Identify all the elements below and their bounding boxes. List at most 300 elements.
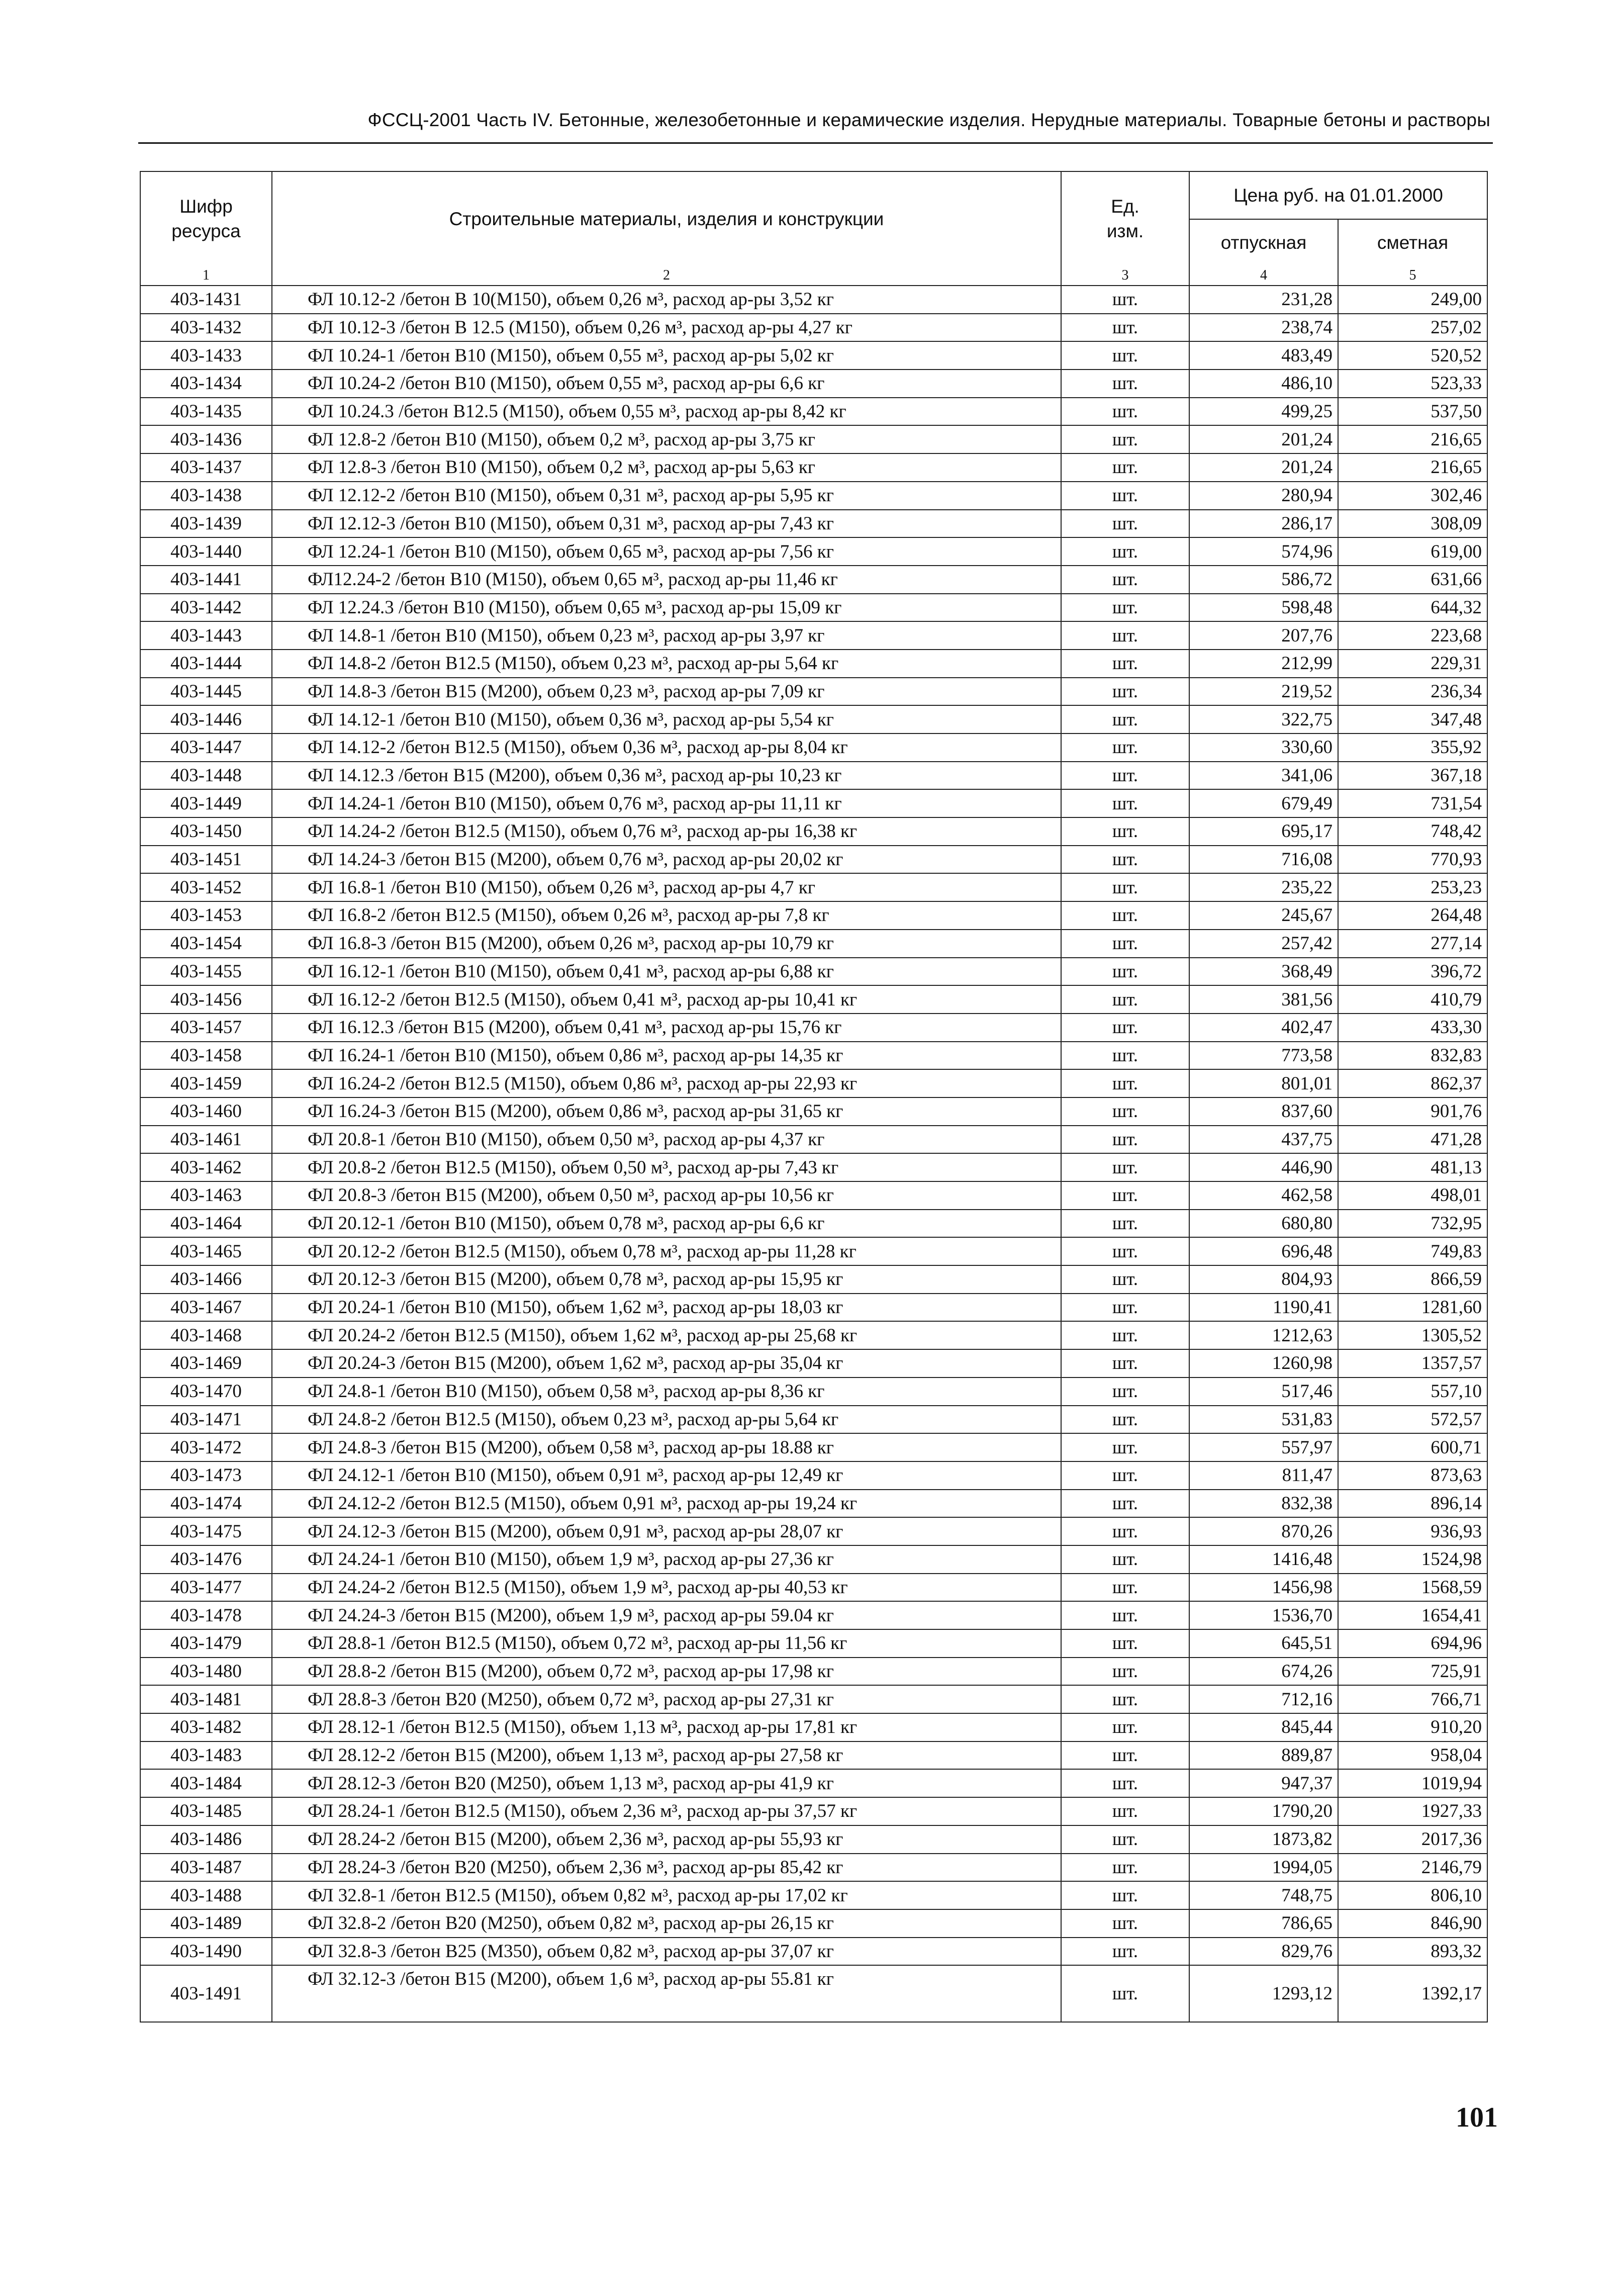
estimate-price-cell: 600,71: [1338, 1433, 1487, 1461]
table-row: [140, 789, 1487, 817]
resource-code-cell: 403-1447: [140, 733, 272, 762]
wholesale-price-cell: 257,42: [1189, 930, 1338, 958]
material-name-cell: ФЛ 20.8-3 /бетон В15 (М200), объем 0,50 м³, расход ар-ры 10,56 кг: [272, 1181, 1061, 1210]
material-name-cell: ФЛ 28.8-3 /бетон В20 (М250), объем 0,72 м³, расход ар-ры 27,31 кг: [272, 1685, 1061, 1713]
table-row: [140, 1517, 1487, 1545]
estimate-price-cell: 216,65: [1338, 453, 1487, 482]
resource-code-cell: 403-1433: [140, 341, 272, 370]
unit-cell: шт.: [1061, 650, 1189, 678]
unit-cell: шт.: [1061, 621, 1189, 650]
resource-code-cell: 403-1453: [140, 901, 272, 930]
unit-cell: шт.: [1061, 1433, 1189, 1461]
material-name-cell: ФЛ 14.12-2 /бетон В12.5 (М150), объем 0,36 м³, расход ар-ры 8,04 кг: [272, 733, 1061, 762]
resource-code-cell: 403-1445: [140, 678, 272, 706]
column-number: 3: [1061, 266, 1189, 286]
wholesale-price-cell: 786,65: [1189, 1909, 1338, 1938]
resource-code-cell: 403-1480: [140, 1658, 272, 1686]
estimate-price-cell: 557,10: [1338, 1377, 1487, 1406]
wholesale-price-cell: 829,76: [1189, 1938, 1338, 1966]
resource-code-cell: 403-1444: [140, 650, 272, 678]
estimate-price-cell: 749,83: [1338, 1237, 1487, 1265]
estimate-price-cell: 216,65: [1338, 425, 1487, 453]
resource-code-cell: 403-1460: [140, 1097, 272, 1126]
table-row: [140, 1825, 1487, 1854]
col-header-estimate: сметная: [1338, 219, 1487, 266]
resource-code-cell: 403-1440: [140, 537, 272, 566]
material-name-cell: ФЛ 14.24-3 /бетон В15 (М200), объем 0,76 м³, расход ар-ры 20,02 кг: [272, 846, 1061, 874]
col-header-unit: Ед. изм.: [1061, 171, 1189, 266]
resource-code-cell: 403-1448: [140, 762, 272, 790]
material-name-cell: ФЛ 14.8-2 /бетон В12.5 (М150), объем 0,23 м³, расход ар-ры 5,64 кг: [272, 650, 1061, 678]
resource-code-cell: 403-1479: [140, 1629, 272, 1658]
wholesale-price-cell: 832,38: [1189, 1490, 1338, 1518]
wholesale-price-cell: 231,28: [1189, 286, 1338, 314]
estimate-price-cell: 1927,33: [1338, 1797, 1487, 1825]
unit-cell: шт.: [1061, 1658, 1189, 1686]
wholesale-price-cell: 696,48: [1189, 1237, 1338, 1265]
unit-cell: шт.: [1061, 985, 1189, 1014]
material-name-cell: ФЛ 10.12-3 /бетон В 12.5 (М150), объем 0,26 м³, расход ар-ры 4,27 кг: [272, 314, 1061, 342]
wholesale-price-cell: 368,49: [1189, 958, 1338, 986]
unit-cell: шт.: [1061, 873, 1189, 901]
estimate-price-cell: 1357,57: [1338, 1349, 1487, 1377]
unit-cell: шт.: [1061, 1601, 1189, 1629]
wholesale-price-cell: 286,17: [1189, 510, 1338, 538]
unit-cell: шт.: [1061, 1237, 1189, 1265]
unit-cell: шт.: [1061, 510, 1189, 538]
wholesale-price-cell: 773,58: [1189, 1042, 1338, 1070]
wholesale-price-cell: 598,48: [1189, 594, 1338, 622]
estimate-price-cell: 1281,60: [1338, 1294, 1487, 1322]
resource-code-cell: 403-1477: [140, 1574, 272, 1602]
material-name-cell: ФЛ 12.12-3 /бетон В10 (М150), объем 0,31 м³, расход ар-ры 7,43 кг: [272, 510, 1061, 538]
estimate-price-cell: 619,00: [1338, 537, 1487, 566]
table-row: [140, 1909, 1487, 1938]
estimate-price-cell: 766,71: [1338, 1685, 1487, 1713]
estimate-price-cell: 257,02: [1338, 314, 1487, 342]
estimate-price-cell: 347,48: [1338, 705, 1487, 733]
estimate-price-cell: 277,14: [1338, 930, 1487, 958]
wholesale-price-cell: 201,24: [1189, 425, 1338, 453]
material-name-cell: ФЛ 20.12-3 /бетон В15 (М200), объем 0,78 м³, расход ар-ры 15,95 кг: [272, 1265, 1061, 1294]
resource-code-cell: 403-1434: [140, 370, 272, 398]
unit-cell: шт.: [1061, 1097, 1189, 1126]
table-row: [140, 1377, 1487, 1406]
wholesale-price-cell: 531,83: [1189, 1406, 1338, 1434]
wholesale-price-cell: 1790,20: [1189, 1797, 1338, 1825]
estimate-price-cell: 958,04: [1338, 1741, 1487, 1770]
estimate-price-cell: 481,13: [1338, 1153, 1487, 1181]
wholesale-price-cell: 674,26: [1189, 1658, 1338, 1686]
table-row: [140, 1629, 1487, 1658]
unit-cell: шт.: [1061, 370, 1189, 398]
wholesale-price-cell: 801,01: [1189, 1069, 1338, 1097]
table-row: [140, 958, 1487, 986]
table-row: [140, 650, 1487, 678]
wholesale-price-cell: 1456,98: [1189, 1574, 1338, 1602]
table-row: [140, 1797, 1487, 1825]
estimate-price-cell: 355,92: [1338, 733, 1487, 762]
estimate-price-cell: 1019,94: [1338, 1769, 1487, 1797]
wholesale-price-cell: 557,97: [1189, 1433, 1338, 1461]
wholesale-price-cell: 845,44: [1189, 1713, 1338, 1741]
unit-cell: шт.: [1061, 1265, 1189, 1294]
wholesale-price-cell: 804,93: [1189, 1265, 1338, 1294]
resource-code-cell: 403-1474: [140, 1490, 272, 1518]
resource-code-cell: 403-1455: [140, 958, 272, 986]
unit-cell: шт.: [1061, 1797, 1189, 1825]
wholesale-price-cell: 1212,63: [1189, 1321, 1338, 1349]
resource-code-cell: 403-1446: [140, 705, 272, 733]
unit-cell: шт.: [1061, 1490, 1189, 1518]
unit-cell: шт.: [1061, 1517, 1189, 1545]
material-name-cell: ФЛ 28.12-1 /бетон В12.5 (М150), объем 1,13 м³, расход ар-ры 17,81 кг: [272, 1713, 1061, 1741]
material-name-cell: ФЛ 14.8-1 /бетон В10 (М150), объем 0,23 м³, расход ар-ры 3,97 кг: [272, 621, 1061, 650]
unit-cell: шт.: [1061, 1406, 1189, 1434]
table-row: [140, 1658, 1487, 1686]
resource-code-cell: 403-1490: [140, 1938, 272, 1966]
estimate-price-cell: 2146,79: [1338, 1854, 1487, 1882]
column-number: 1: [140, 266, 272, 286]
material-name-cell: ФЛ 28.12-3 /бетон В20 (М250), объем 1,13 м³, расход ар-ры 41,9 кг: [272, 1769, 1061, 1797]
estimate-price-cell: 523,33: [1338, 370, 1487, 398]
material-name-cell: ФЛ 12.24.3 /бетон В10 (М150), объем 0,65 м³, расход ар-ры 15,09 кг: [272, 594, 1061, 622]
resource-code-cell: 403-1464: [140, 1210, 272, 1238]
unit-cell: шт.: [1061, 594, 1189, 622]
unit-cell: шт.: [1061, 733, 1189, 762]
wholesale-price-cell: 586,72: [1189, 566, 1338, 594]
estimate-price-cell: 223,68: [1338, 621, 1487, 650]
unit-cell: шт.: [1061, 1069, 1189, 1097]
resource-code-cell: 403-1449: [140, 789, 272, 817]
material-name-cell: ФЛ 14.24-2 /бетон В12.5 (М150), объем 0,76 м³, расход ар-ры 16,38 кг: [272, 817, 1061, 846]
material-name-cell: ФЛ12.24-2 /бетон В10 (М150), объем 0,65 м³, расход ар-ры 11,46 кг: [272, 566, 1061, 594]
unit-cell: шт.: [1061, 398, 1189, 426]
unit-cell: шт.: [1061, 958, 1189, 986]
column-number: 2: [272, 266, 1061, 286]
material-name-cell: ФЛ 28.8-1 /бетон В12.5 (М150), объем 0,72 м³, расход ар-ры 11,56 кг: [272, 1629, 1061, 1658]
unit-cell: шт.: [1061, 1713, 1189, 1741]
resource-code-cell: 403-1467: [140, 1294, 272, 1322]
table-row: [140, 1938, 1487, 1966]
material-name-cell: ФЛ 24.8-1 /бетон В10 (М150), объем 0,58 м³, расход ар-ры 8,36 кг: [272, 1377, 1061, 1406]
unit-cell: шт.: [1061, 1629, 1189, 1658]
table-row: [140, 1545, 1487, 1574]
table-row: [140, 621, 1487, 650]
resource-code-cell: 403-1476: [140, 1545, 272, 1574]
resource-code-cell: 403-1469: [140, 1349, 272, 1377]
material-name-cell: ФЛ 12.8-2 /бетон В10 (М150), объем 0,2 м³, расход ар-ры 3,75 кг: [272, 425, 1061, 453]
wholesale-price-cell: 322,75: [1189, 705, 1338, 733]
resource-code-cell: 403-1466: [140, 1265, 272, 1294]
material-name-cell: ФЛ 14.8-3 /бетон В15 (М200), объем 0,23 м³, расход ар-ры 7,09 кг: [272, 678, 1061, 706]
unit-cell: шт.: [1061, 1965, 1189, 2022]
material-name-cell: ФЛ 12.12-2 /бетон В10 (М150), объем 0,31 м³, расход ар-ры 5,95 кг: [272, 482, 1061, 510]
unit-cell: шт.: [1061, 1126, 1189, 1154]
material-name-cell: ФЛ 20.24-1 /бетон В10 (М150), объем 1,62 м³, расход ар-ры 18,03 кг: [272, 1294, 1061, 1322]
table-row: [140, 286, 1487, 314]
column-number: 4: [1189, 266, 1338, 286]
resource-code-cell: 403-1489: [140, 1909, 272, 1938]
estimate-price-cell: 770,93: [1338, 846, 1487, 874]
unit-cell: шт.: [1061, 537, 1189, 566]
page-header-title: ФССЦ-2001 Часть IV. Бетонные, железобетонные и керамические изделия. Нерудные материалы. Товарные бетоны и растворы: [367, 110, 1490, 130]
wholesale-price-cell: 1416,48: [1189, 1545, 1338, 1574]
table-row: [140, 1433, 1487, 1461]
wholesale-price-cell: 517,46: [1189, 1377, 1338, 1406]
resource-code-cell: 403-1450: [140, 817, 272, 846]
material-name-cell: ФЛ 24.12-3 /бетон В15 (М200), объем 0,91 м³, расход ар-ры 28,07 кг: [272, 1517, 1061, 1545]
table-row: [140, 537, 1487, 566]
wholesale-price-cell: 437,75: [1189, 1126, 1338, 1154]
resource-code-cell: 403-1441: [140, 566, 272, 594]
table-row: [140, 1881, 1487, 1909]
resource-code-cell: 403-1470: [140, 1377, 272, 1406]
material-name-cell: ФЛ 16.8-1 /бетон В10 (М150), объем 0,26 м³, расход ар-ры 4,7 кг: [272, 873, 1061, 901]
table-row: [140, 398, 1487, 426]
resource-code-cell: 403-1468: [140, 1321, 272, 1349]
wholesale-price-cell: 201,24: [1189, 453, 1338, 482]
table-row: [140, 817, 1487, 846]
estimate-price-cell: 901,76: [1338, 1097, 1487, 1126]
table-row: [140, 594, 1487, 622]
table-row: [140, 1713, 1487, 1741]
wholesale-price-cell: 680,80: [1189, 1210, 1338, 1238]
material-name-cell: ФЛ 20.24-2 /бетон В12.5 (М150), объем 1,62 м³, расход ар-ры 25,68 кг: [272, 1321, 1061, 1349]
material-name-cell: ФЛ 12.8-3 /бетон В10 (М150), объем 0,2 м³, расход ар-ры 5,63 кг: [272, 453, 1061, 482]
resource-code-cell: 403-1431: [140, 286, 272, 314]
table-row: [140, 1153, 1487, 1181]
estimate-price-cell: 1654,41: [1338, 1601, 1487, 1629]
table-row: [140, 930, 1487, 958]
material-name-cell: ФЛ 16.12-1 /бетон В10 (М150), объем 0,41 м³, расход ар-ры 6,88 кг: [272, 958, 1061, 986]
wholesale-price-cell: 499,25: [1189, 398, 1338, 426]
table-row: [140, 901, 1487, 930]
wholesale-price-cell: 238,74: [1189, 314, 1338, 342]
unit-cell: шт.: [1061, 1042, 1189, 1070]
material-name-cell: ФЛ 12.24-1 /бетон В10 (М150), объем 0,65 м³, расход ар-ры 7,56 кг: [272, 537, 1061, 566]
material-name-cell: ФЛ 24.12-1 /бетон В10 (М150), объем 0,91 м³, расход ар-ры 12,49 кг: [272, 1461, 1061, 1490]
estimate-price-cell: 236,34: [1338, 678, 1487, 706]
wholesale-price-cell: 947,37: [1189, 1769, 1338, 1797]
material-name-cell: ФЛ 28.8-2 /бетон В15 (М200), объем 0,72 м³, расход ар-ры 17,98 кг: [272, 1658, 1061, 1686]
material-name-cell: ФЛ 32.8-2 /бетон В20 (М250), объем 0,82 м³, расход ар-ры 26,15 кг: [272, 1909, 1061, 1938]
unit-cell: шт.: [1061, 1741, 1189, 1770]
material-name-cell: ФЛ 28.24-3 /бетон В20 (М250), объем 2,36 м³, расход ар-ры 85,42 кг: [272, 1854, 1061, 1882]
resource-code-cell: 403-1432: [140, 314, 272, 342]
material-name-cell: ФЛ 16.24-1 /бетон В10 (М150), объем 0,86 м³, расход ар-ры 14,35 кг: [272, 1042, 1061, 1070]
col-header-name: Строительные материалы, изделия и конструкции: [272, 171, 1061, 266]
estimate-price-cell: 732,95: [1338, 1210, 1487, 1238]
material-name-cell: ФЛ 20.24-3 /бетон В15 (М200), объем 1,62 м³, расход ар-ры 35,04 кг: [272, 1349, 1061, 1377]
resource-code-cell: 403-1435: [140, 398, 272, 426]
estimate-price-cell: 806,10: [1338, 1881, 1487, 1909]
estimate-price-cell: 264,48: [1338, 901, 1487, 930]
estimate-price-cell: 893,32: [1338, 1938, 1487, 1966]
resource-code-cell: 403-1439: [140, 510, 272, 538]
table-row: [140, 985, 1487, 1014]
estimate-price-cell: 631,66: [1338, 566, 1487, 594]
wholesale-price-cell: 446,90: [1189, 1153, 1338, 1181]
unit-cell: шт.: [1061, 762, 1189, 790]
unit-cell: шт.: [1061, 1294, 1189, 1322]
table-row: [140, 1181, 1487, 1210]
estimate-price-cell: 2017,36: [1338, 1825, 1487, 1854]
estimate-price-cell: 1392,17: [1338, 1965, 1487, 2022]
unit-cell: шт.: [1061, 1377, 1189, 1406]
estimate-price-cell: 410,79: [1338, 985, 1487, 1014]
table-row: [140, 1321, 1487, 1349]
wholesale-price-cell: 381,56: [1189, 985, 1338, 1014]
col-header-price: Цена руб. на 01.01.2000: [1189, 171, 1487, 219]
estimate-price-cell: 498,01: [1338, 1181, 1487, 1210]
unit-cell: шт.: [1061, 1854, 1189, 1882]
table-row: [140, 846, 1487, 874]
estimate-price-cell: 910,20: [1338, 1713, 1487, 1741]
wholesale-price-cell: 645,51: [1189, 1629, 1338, 1658]
unit-cell: шт.: [1061, 1881, 1189, 1909]
table-row: [140, 1965, 1487, 2022]
table-row: [140, 1349, 1487, 1377]
material-name-cell: ФЛ 28.24-2 /бетон В15 (М200), объем 2,36 м³, расход ар-ры 55,93 кг: [272, 1825, 1061, 1854]
col-header-code: Шифр ресурса: [140, 171, 272, 266]
table-row: [140, 566, 1487, 594]
estimate-price-cell: 748,42: [1338, 817, 1487, 846]
wholesale-price-cell: 1190,41: [1189, 1294, 1338, 1322]
wholesale-price-cell: 811,47: [1189, 1461, 1338, 1490]
unit-cell: шт.: [1061, 482, 1189, 510]
material-name-cell: ФЛ 24.12-2 /бетон В12.5 (М150), объем 0,91 м³, расход ар-ры 19,24 кг: [272, 1490, 1061, 1518]
unit-cell: шт.: [1061, 1153, 1189, 1181]
wholesale-price-cell: 212,99: [1189, 650, 1338, 678]
unit-cell: шт.: [1061, 678, 1189, 706]
material-name-cell: ФЛ 20.8-1 /бетон В10 (М150), объем 0,50 м³, расход ар-ры 4,37 кг: [272, 1126, 1061, 1154]
estimate-price-cell: 866,59: [1338, 1265, 1487, 1294]
table-row: [140, 425, 1487, 453]
unit-cell: шт.: [1061, 1825, 1189, 1854]
wholesale-price-cell: 837,60: [1189, 1097, 1338, 1126]
material-name-cell: ФЛ 14.12.3 /бетон В15 (М200), объем 0,36 м³, расход ар-ры 10,23 кг: [272, 762, 1061, 790]
estimate-price-cell: 862,37: [1338, 1069, 1487, 1097]
resource-code-cell: 403-1472: [140, 1433, 272, 1461]
resource-code-cell: 403-1452: [140, 873, 272, 901]
material-name-cell: ФЛ 24.24-2 /бетон В12.5 (М150), объем 1,9 м³, расход ар-ры 40,53 кг: [272, 1574, 1061, 1602]
table-row: [140, 1769, 1487, 1797]
resource-code-cell: 403-1463: [140, 1181, 272, 1210]
resource-code-cell: 403-1456: [140, 985, 272, 1014]
resource-code-cell: 403-1486: [140, 1825, 272, 1854]
unit-cell: шт.: [1061, 341, 1189, 370]
resource-code-cell: 403-1438: [140, 482, 272, 510]
unit-cell: шт.: [1061, 901, 1189, 930]
wholesale-price-cell: 402,47: [1189, 1014, 1338, 1042]
unit-cell: шт.: [1061, 314, 1189, 342]
unit-cell: шт.: [1061, 566, 1189, 594]
resource-code-cell: 403-1457: [140, 1014, 272, 1042]
unit-cell: шт.: [1061, 1461, 1189, 1490]
table-row: [140, 1126, 1487, 1154]
resource-code-cell: 403-1451: [140, 846, 272, 874]
table-row: [140, 453, 1487, 482]
table-row: [140, 1854, 1487, 1882]
wholesale-price-cell: 486,10: [1189, 370, 1338, 398]
material-name-cell: ФЛ 32.8-3 /бетон В25 (М350), объем 0,82 м³, расход ар-ры 37,07 кг: [272, 1938, 1061, 1966]
unit-cell: шт.: [1061, 1545, 1189, 1574]
estimate-price-cell: 644,32: [1338, 594, 1487, 622]
column-number: 5: [1338, 266, 1487, 286]
table-row: [140, 482, 1487, 510]
wholesale-price-cell: 1536,70: [1189, 1601, 1338, 1629]
estimate-price-cell: 367,18: [1338, 762, 1487, 790]
estimate-price-cell: 725,91: [1338, 1658, 1487, 1686]
table-row: [140, 341, 1487, 370]
unit-cell: шт.: [1061, 453, 1189, 482]
table-row: [140, 1265, 1487, 1294]
resource-code-cell: 403-1459: [140, 1069, 272, 1097]
table-row: [140, 1601, 1487, 1629]
material-name-cell: ФЛ 28.12-2 /бетон В15 (М200), объем 1,13 м³, расход ар-ры 27,58 кг: [272, 1741, 1061, 1770]
unit-cell: шт.: [1061, 1014, 1189, 1042]
wholesale-price-cell: 330,60: [1189, 733, 1338, 762]
estimate-price-cell: 433,30: [1338, 1014, 1487, 1042]
table-row: [140, 1574, 1487, 1602]
wholesale-price-cell: 1873,82: [1189, 1825, 1338, 1854]
wholesale-price-cell: 679,49: [1189, 789, 1338, 817]
material-name-cell: ФЛ 32.8-1 /бетон В12.5 (М150), объем 0,82 м³, расход ар-ры 17,02 кг: [272, 1881, 1061, 1909]
material-name-cell: ФЛ 24.24-3 /бетон В15 (М200), объем 1,9 м³, расход ар-ры 59.04 кг: [272, 1601, 1061, 1629]
unit-cell: шт.: [1061, 930, 1189, 958]
material-name-cell: ФЛ 24.8-2 /бетон В12.5 (М150), объем 0,23 м³, расход ар-ры 5,64 кг: [272, 1406, 1061, 1434]
resource-code-cell: 403-1481: [140, 1685, 272, 1713]
estimate-price-cell: 302,46: [1338, 482, 1487, 510]
wholesale-price-cell: 695,17: [1189, 817, 1338, 846]
resource-code-cell: 403-1475: [140, 1517, 272, 1545]
material-name-cell: ФЛ 24.8-3 /бетон В15 (М200), объем 0,58 м³, расход ар-ры 18.88 кг: [272, 1433, 1061, 1461]
col-header-wholesale: отпускная: [1189, 219, 1338, 266]
wholesale-price-cell: 280,94: [1189, 482, 1338, 510]
wholesale-price-cell: 1260,98: [1189, 1349, 1338, 1377]
table-row: [140, 733, 1487, 762]
resource-code-cell: 403-1491: [140, 1965, 272, 2022]
estimate-price-cell: 1568,59: [1338, 1574, 1487, 1602]
table-row: [140, 678, 1487, 706]
estimate-price-cell: 537,50: [1338, 398, 1487, 426]
estimate-price-cell: 253,23: [1338, 873, 1487, 901]
material-name-cell: ФЛ 10.12-2 /бетон В 10(М150), объем 0,26 м³, расход ар-ры 3,52 кг: [272, 286, 1061, 314]
estimate-price-cell: 520,52: [1338, 341, 1487, 370]
estimate-price-cell: 873,63: [1338, 1461, 1487, 1490]
estimate-price-cell: 308,09: [1338, 510, 1487, 538]
material-name-cell: ФЛ 10.24.3 /бетон В12.5 (М150), объем 0,55 м³, расход ар-ры 8,42 кг: [272, 398, 1061, 426]
estimate-price-cell: 896,14: [1338, 1490, 1487, 1518]
table-row: [140, 510, 1487, 538]
material-name-cell: ФЛ 20.8-2 /бетон В12.5 (М150), объем 0,50 м³, расход ар-ры 7,43 кг: [272, 1153, 1061, 1181]
table-row: [140, 1685, 1487, 1713]
material-name-cell: ФЛ 20.12-2 /бетон В12.5 (М150), объем 0,78 м³, расход ар-ры 11,28 кг: [272, 1237, 1061, 1265]
resource-code-cell: 403-1443: [140, 621, 272, 650]
resource-code-cell: 403-1482: [140, 1713, 272, 1741]
table-row: [140, 1741, 1487, 1770]
resource-code-cell: 403-1465: [140, 1237, 272, 1265]
wholesale-price-cell: 1293,12: [1189, 1965, 1338, 2022]
material-name-cell: ФЛ 32.12-3 /бетон В15 (М200), объем 1,6 м³, расход ар-ры 55.81 кг: [272, 1965, 1061, 2022]
wholesale-price-cell: 712,16: [1189, 1685, 1338, 1713]
resource-code-cell: 403-1487: [140, 1854, 272, 1882]
material-name-cell: ФЛ 20.12-1 /бетон В10 (М150), объем 0,78 м³, расход ар-ры 6,6 кг: [272, 1210, 1061, 1238]
material-name-cell: ФЛ 16.8-2 /бетон В12.5 (М150), объем 0,26 м³, расход ар-ры 7,8 кг: [272, 901, 1061, 930]
estimate-price-cell: 1524,98: [1338, 1545, 1487, 1574]
unit-cell: шт.: [1061, 425, 1189, 453]
